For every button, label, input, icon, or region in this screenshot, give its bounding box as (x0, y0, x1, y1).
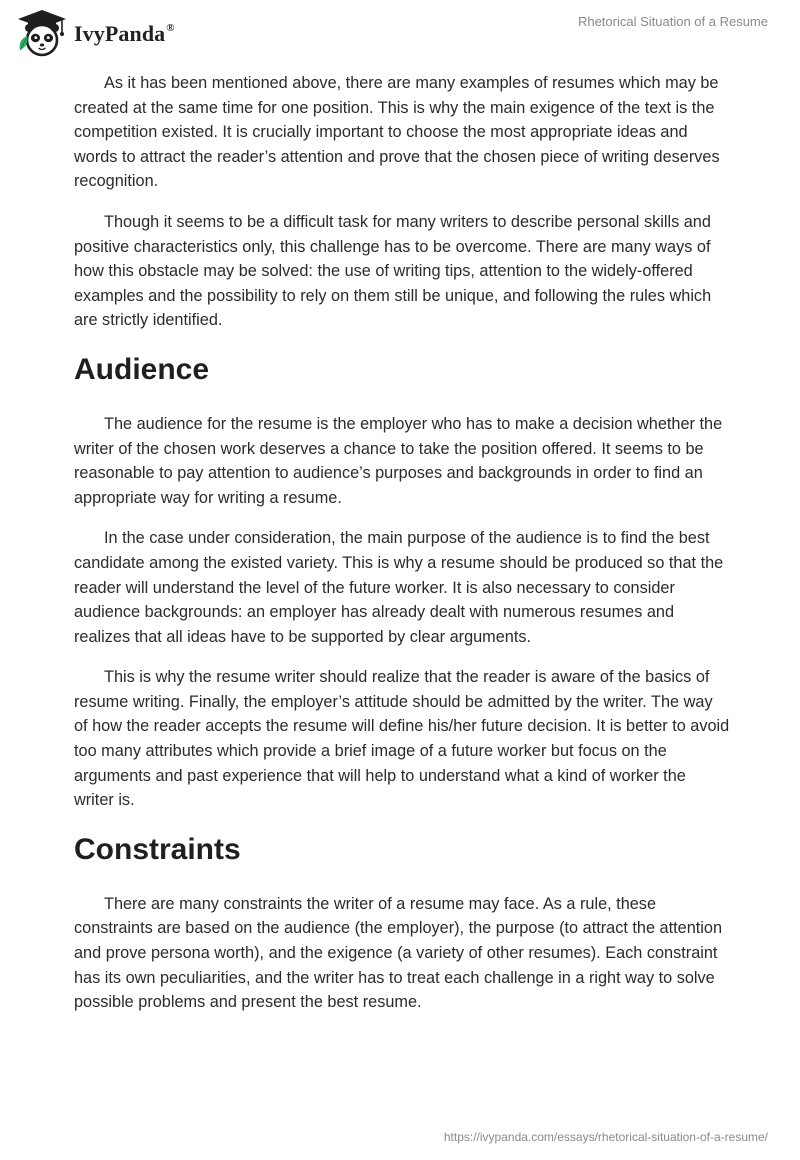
footer-url[interactable]: https://ivypanda.com/essays/rhetorical-situation-of-a-resume/ (443, 1130, 768, 1144)
logo-text (74, 21, 175, 47)
document-title: Rhetorical Situation of a Resume (577, 14, 768, 29)
registered-mark: ® (166, 21, 175, 34)
ivypanda-logo[interactable] (14, 6, 175, 58)
constraints-heading: Constraints (74, 832, 241, 866)
panda-logo-icon (14, 6, 70, 58)
constraints-paragraph-1: There are many constraints the writer of a resume may face. As a rule, these constraints are based on the audience (the employer), the purpose (to attract the attention and prove persona worth), and the exigence (a variety of other resumes). Each constraint has its own peculiarities, and the writer has to treat each challenge in a right way to solve possible problems and present the best resume. (74, 894, 723, 1012)
audience-paragraph-1: The audience for the resume is the employer who has to make a decision whether the writer of the chosen work deserves a chance to take the position offered. It seems to be reasonable to pay attention to audience’s purposes and backgrounds in order to find an appropriate way for writing a resume. (74, 414, 723, 507)
audience-heading: Audience (74, 352, 210, 386)
essay-content (74, 71, 730, 1031)
page-header (0, 0, 800, 60)
intro-paragraph-2: Though it seems to be a difficult task for many writers to describe personal skills and positive characteristics only, this challenge has to be overcome. There are many ways of how this obstacle may be solved: the use of writing tips, attention to the widely-offered examples and the possibility to rely on them still be unique, and following the rules which are strictly identified. (74, 212, 712, 330)
intro-paragraph-1: As it has been mentioned above, there are many examples of resumes which may be created at the same time for one position. This is why the main exigence of the text is the competition existed. It is crucially important to choose the most appropriate ideas and words to attract the reader’s attention and prove that the chosen piece of writing deserves recognition. (74, 74, 720, 191)
audience-paragraph-2: In the case under consideration, the main purpose of the audience is to find the best candidate among the existed variety. This is why a resume should be produced so that the reader will understand the level of the future worker. It is also necessary to consider audience backgrounds: an employer has already dealt with numerous resumes and realizes that all ideas have to be supported by clear arguments. (74, 529, 724, 646)
audience-paragraph-3: This is why the resume writer should realize that the reader is aware of the basics of resume writing. Finally, the employer’s attitude should be admitted by the writer. The way of how the reader accepts the resume will define his/her future decision. It is better to avoid too many attributes which provide a brief image of a future worker but focus on the arguments and past experience that will help to understand what a kind of worker the writer is. (74, 668, 730, 810)
logo-wordmark: IvyPanda (74, 21, 166, 46)
